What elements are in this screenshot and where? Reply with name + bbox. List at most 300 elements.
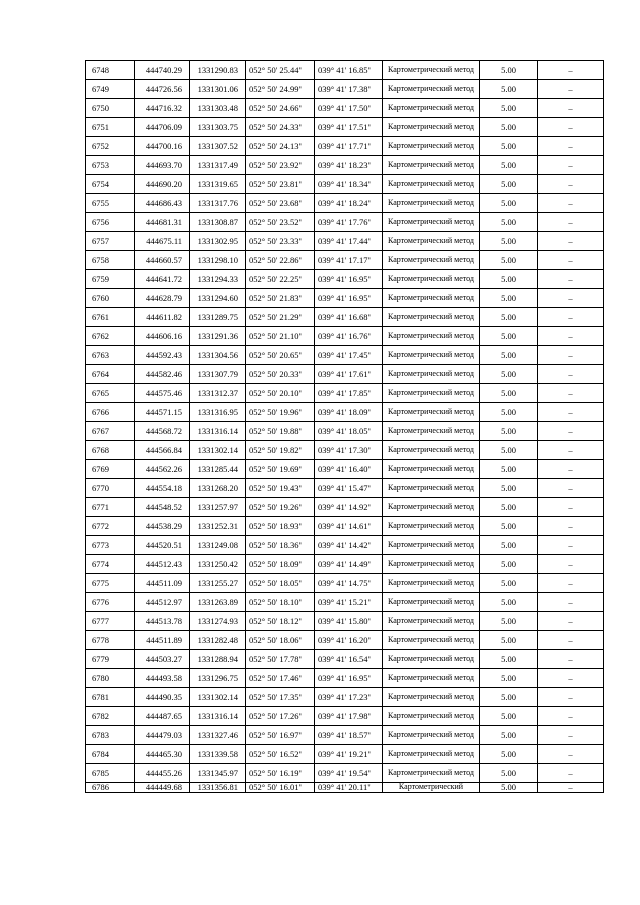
longitude-cell: 039° 41' 18.34" [315, 175, 383, 194]
note-cell: – [538, 270, 604, 289]
latitude-cell: 052° 50' 24.33" [246, 118, 315, 137]
latitude-cell: 052° 50' 18.36" [246, 536, 315, 555]
note-cell: – [538, 308, 604, 327]
accuracy-cell: 5.00 [480, 688, 538, 707]
point-number-cell: 6757 [86, 232, 135, 251]
coordinates-table [85, 60, 604, 793]
coord-x-cell: 444706.09 [135, 118, 190, 137]
coord-y-cell: 1331296.75 [190, 669, 246, 688]
method-cell: Картометрический метод [383, 346, 480, 365]
longitude-cell: 039° 41' 16.95" [315, 270, 383, 289]
coord-x-cell: 444660.57 [135, 251, 190, 270]
latitude-cell: 052° 50' 24.13" [246, 137, 315, 156]
table-row [86, 669, 604, 688]
longitude-cell: 039° 41' 19.21" [315, 745, 383, 764]
point-number-cell: 6764 [86, 365, 135, 384]
coord-x-cell: 444693.70 [135, 156, 190, 175]
note-cell: – [538, 479, 604, 498]
coord-x-cell: 444503.27 [135, 650, 190, 669]
method-cell: Картометрический метод [383, 479, 480, 498]
accuracy-cell: 5.00 [480, 745, 538, 764]
coord-x-cell: 444513.78 [135, 612, 190, 631]
coord-y-cell: 1331289.75 [190, 308, 246, 327]
coord-y-cell: 1331319.65 [190, 175, 246, 194]
point-number-cell: 6755 [86, 194, 135, 213]
method-cell: Картометрический метод [383, 384, 480, 403]
note-cell: – [538, 764, 604, 783]
latitude-cell: 052° 50' 18.09" [246, 555, 315, 574]
method-cell: Картометрический метод [383, 270, 480, 289]
coord-x-cell: 444740.29 [135, 61, 190, 80]
latitude-cell: 052° 50' 22.86" [246, 251, 315, 270]
note-cell: – [538, 80, 604, 99]
table-body [86, 61, 604, 793]
longitude-cell: 039° 41' 17.76" [315, 213, 383, 232]
method-cell: Картометрический метод [383, 99, 480, 118]
method-cell: Картометрический метод [383, 707, 480, 726]
coord-y-cell: 1331294.33 [190, 270, 246, 289]
longitude-cell: 039° 41' 14.61" [315, 517, 383, 536]
longitude-cell: 039° 41' 16.40" [315, 460, 383, 479]
accuracy-cell: 5.00 [480, 422, 538, 441]
table-row [86, 631, 604, 650]
latitude-cell: 052° 50' 21.83" [246, 289, 315, 308]
accuracy-cell: 5.00 [480, 669, 538, 688]
latitude-cell: 052° 50' 20.33" [246, 365, 315, 384]
table-row [86, 498, 604, 517]
table-row [86, 536, 604, 555]
coord-y-cell: 1331302.95 [190, 232, 246, 251]
accuracy-cell: 5.00 [480, 80, 538, 99]
longitude-cell: 039° 41' 17.51" [315, 118, 383, 137]
coord-x-cell: 444455.26 [135, 764, 190, 783]
coord-x-cell: 444512.97 [135, 593, 190, 612]
longitude-cell: 039° 41' 18.24" [315, 194, 383, 213]
method-cell: Картометрический метод [383, 498, 480, 517]
note-cell: – [538, 460, 604, 479]
longitude-cell: 039° 41' 15.80" [315, 612, 383, 631]
longitude-cell: 039° 41' 17.23" [315, 688, 383, 707]
method-cell: Картометрический метод [383, 118, 480, 137]
coord-x-cell: 444592.43 [135, 346, 190, 365]
latitude-cell: 052° 50' 23.92" [246, 156, 315, 175]
table-row [86, 707, 604, 726]
method-cell: Картометрический метод [383, 213, 480, 232]
coord-y-cell: 1331288.94 [190, 650, 246, 669]
coord-x-cell: 444641.72 [135, 270, 190, 289]
coord-x-cell: 444716.32 [135, 99, 190, 118]
longitude-cell: 039° 41' 17.38" [315, 80, 383, 99]
accuracy-cell: 5.00 [480, 289, 538, 308]
latitude-cell: 052° 50' 21.10" [246, 327, 315, 346]
method-cell: Картометрический метод [383, 61, 480, 80]
point-number-cell: 6778 [86, 631, 135, 650]
coord-y-cell: 1331345.97 [190, 764, 246, 783]
latitude-cell: 052° 50' 18.12" [246, 612, 315, 631]
table-row [86, 156, 604, 175]
point-number-cell: 6753 [86, 156, 135, 175]
latitude-cell: 052° 50' 23.68" [246, 194, 315, 213]
table-row [86, 118, 604, 137]
accuracy-cell: 5.00 [480, 346, 538, 365]
table-row [86, 137, 604, 156]
point-number-cell: 6758 [86, 251, 135, 270]
latitude-cell: 052° 50' 23.52" [246, 213, 315, 232]
accuracy-cell: 5.00 [480, 194, 538, 213]
table-row [86, 479, 604, 498]
latitude-cell: 052° 50' 19.43" [246, 479, 315, 498]
latitude-cell: 052° 50' 16.19" [246, 764, 315, 783]
method-cell: Картометрический метод [383, 137, 480, 156]
coord-x-cell: 444487.65 [135, 707, 190, 726]
method-cell: Картометрический метод [383, 289, 480, 308]
method-cell: Картометрический метод [383, 156, 480, 175]
longitude-cell: 039° 41' 15.47" [315, 479, 383, 498]
method-cell: Картометрический метод [383, 422, 480, 441]
point-number-cell: 6784 [86, 745, 135, 764]
table-row [86, 270, 604, 289]
coord-x-cell: 444511.09 [135, 574, 190, 593]
point-number-cell: 6756 [86, 213, 135, 232]
point-number-cell: 6748 [86, 61, 135, 80]
longitude-cell: 039° 41' 18.57" [315, 726, 383, 745]
coord-y-cell: 1331257.97 [190, 498, 246, 517]
note-cell: – [538, 175, 604, 194]
accuracy-cell: 5.00 [480, 384, 538, 403]
coord-y-cell: 1331285.44 [190, 460, 246, 479]
table-row [86, 726, 604, 745]
coord-y-cell: 1331304.56 [190, 346, 246, 365]
table-row [86, 650, 604, 669]
coord-x-cell: 444700.16 [135, 137, 190, 156]
accuracy-cell: 5.00 [480, 536, 538, 555]
method-cell: Картометрический метод [383, 745, 480, 764]
longitude-cell: 039° 41' 17.71" [315, 137, 383, 156]
table-row [86, 783, 604, 793]
table-row [86, 346, 604, 365]
point-number-cell: 6766 [86, 403, 135, 422]
longitude-cell: 039° 41' 18.05" [315, 422, 383, 441]
note-cell: – [538, 612, 604, 631]
accuracy-cell: 5.00 [480, 631, 538, 650]
longitude-cell: 039° 41' 16.76" [315, 327, 383, 346]
longitude-cell: 039° 41' 17.61" [315, 365, 383, 384]
point-number-cell: 6759 [86, 270, 135, 289]
coord-y-cell: 1331268.20 [190, 479, 246, 498]
note-cell: – [538, 441, 604, 460]
point-number-cell: 6777 [86, 612, 135, 631]
coord-x-cell: 444554.18 [135, 479, 190, 498]
note-cell: – [538, 707, 604, 726]
accuracy-cell: 5.00 [480, 593, 538, 612]
point-number-cell: 6752 [86, 137, 135, 156]
point-number-cell: 6781 [86, 688, 135, 707]
point-number-cell: 6750 [86, 99, 135, 118]
table-row [86, 384, 604, 403]
latitude-cell: 052° 50' 18.93" [246, 517, 315, 536]
note-cell: – [538, 688, 604, 707]
table-row [86, 460, 604, 479]
point-number-cell: 6780 [86, 669, 135, 688]
table-row [86, 612, 604, 631]
method-cell: Картометрический метод [383, 593, 480, 612]
table-row [86, 574, 604, 593]
accuracy-cell: 5.00 [480, 707, 538, 726]
coord-y-cell: 1331263.89 [190, 593, 246, 612]
table-row [86, 764, 604, 783]
point-number-cell: 6749 [86, 80, 135, 99]
method-cell: Картометрический метод [383, 460, 480, 479]
table-row [86, 327, 604, 346]
latitude-cell: 052° 50' 17.78" [246, 650, 315, 669]
method-cell: Картометрический метод [383, 669, 480, 688]
accuracy-cell: 5.00 [480, 156, 538, 175]
accuracy-cell: 5.00 [480, 61, 538, 80]
longitude-cell: 039° 41' 18.09" [315, 403, 383, 422]
method-cell: Картометрический метод [383, 308, 480, 327]
note-cell: – [538, 327, 604, 346]
method-cell: Картометрический метод [383, 441, 480, 460]
accuracy-cell: 5.00 [480, 327, 538, 346]
table-row [86, 422, 604, 441]
longitude-cell: 039° 41' 17.45" [315, 346, 383, 365]
latitude-cell: 052° 50' 16.97" [246, 726, 315, 745]
longitude-cell: 039° 41' 19.54" [315, 764, 383, 783]
note-cell: – [538, 555, 604, 574]
point-number-cell: 6776 [86, 593, 135, 612]
note-cell: – [538, 118, 604, 137]
latitude-cell: 052° 50' 18.06" [246, 631, 315, 650]
point-number-cell: 6760 [86, 289, 135, 308]
longitude-cell: 039° 41' 17.85" [315, 384, 383, 403]
coord-y-cell: 1331307.52 [190, 137, 246, 156]
note-cell: – [538, 574, 604, 593]
table-row [86, 365, 604, 384]
coord-x-cell: 444611.82 [135, 308, 190, 327]
latitude-cell: 052° 50' 17.46" [246, 669, 315, 688]
coord-y-cell: 1331294.60 [190, 289, 246, 308]
point-number-cell: 6783 [86, 726, 135, 745]
accuracy-cell: 5.00 [480, 612, 538, 631]
latitude-cell: 052° 50' 16.01" [246, 783, 315, 793]
coord-y-cell: 1331317.76 [190, 194, 246, 213]
coord-x-cell: 444520.51 [135, 536, 190, 555]
latitude-cell: 052° 50' 19.96" [246, 403, 315, 422]
accuracy-cell: 5.00 [480, 650, 538, 669]
longitude-cell: 039° 41' 20.11" [315, 783, 383, 793]
longitude-cell: 039° 41' 16.85" [315, 61, 383, 80]
longitude-cell: 039° 41' 17.17" [315, 251, 383, 270]
point-number-cell: 6763 [86, 346, 135, 365]
accuracy-cell: 5.00 [480, 479, 538, 498]
longitude-cell: 039° 41' 17.30" [315, 441, 383, 460]
note-cell: – [538, 536, 604, 555]
table-row [86, 99, 604, 118]
coord-y-cell: 1331282.48 [190, 631, 246, 650]
coord-x-cell: 444566.84 [135, 441, 190, 460]
method-cell: Картометрический метод [383, 688, 480, 707]
point-number-cell: 6771 [86, 498, 135, 517]
table-row [86, 194, 604, 213]
point-number-cell: 6774 [86, 555, 135, 574]
coord-x-cell: 444726.56 [135, 80, 190, 99]
method-cell: Картометрический метод [383, 631, 480, 650]
table-row [86, 80, 604, 99]
method-cell: Картометрический метод [383, 650, 480, 669]
coord-x-cell: 444571.15 [135, 403, 190, 422]
coord-x-cell: 444562.26 [135, 460, 190, 479]
latitude-cell: 052° 50' 25.44" [246, 61, 315, 80]
coord-y-cell: 1331302.14 [190, 688, 246, 707]
note-cell: – [538, 593, 604, 612]
note-cell: – [538, 156, 604, 175]
method-cell: Картометрический метод [383, 726, 480, 745]
coord-y-cell: 1331291.36 [190, 327, 246, 346]
coord-y-cell: 1331290.83 [190, 61, 246, 80]
coord-x-cell: 444582.46 [135, 365, 190, 384]
table-row [86, 555, 604, 574]
note-cell: – [538, 251, 604, 270]
latitude-cell: 052° 50' 18.10" [246, 593, 315, 612]
accuracy-cell: 5.00 [480, 403, 538, 422]
point-number-cell: 6768 [86, 441, 135, 460]
coord-y-cell: 1331303.75 [190, 118, 246, 137]
accuracy-cell: 5.00 [480, 175, 538, 194]
coord-x-cell: 444690.20 [135, 175, 190, 194]
longitude-cell: 039° 41' 14.49" [315, 555, 383, 574]
accuracy-cell: 5.00 [480, 308, 538, 327]
note-cell: – [538, 631, 604, 650]
accuracy-cell: 5.00 [480, 726, 538, 745]
table-row [86, 441, 604, 460]
table-row [86, 688, 604, 707]
table-row [86, 232, 604, 251]
accuracy-cell: 5.00 [480, 270, 538, 289]
method-cell: Картометрический метод [383, 517, 480, 536]
longitude-cell: 039° 41' 14.75" [315, 574, 383, 593]
latitude-cell: 052° 50' 20.10" [246, 384, 315, 403]
accuracy-cell: 5.00 [480, 555, 538, 574]
point-number-cell: 6765 [86, 384, 135, 403]
accuracy-cell: 5.00 [480, 783, 538, 793]
latitude-cell: 052° 50' 23.81" [246, 175, 315, 194]
point-number-cell: 6761 [86, 308, 135, 327]
point-number-cell: 6782 [86, 707, 135, 726]
accuracy-cell: 5.00 [480, 99, 538, 118]
table-row [86, 593, 604, 612]
longitude-cell: 039° 41' 18.23" [315, 156, 383, 175]
table-row [86, 289, 604, 308]
table-row [86, 308, 604, 327]
coord-x-cell: 444628.79 [135, 289, 190, 308]
latitude-cell: 052° 50' 19.82" [246, 441, 315, 460]
longitude-cell: 039° 41' 16.68" [315, 308, 383, 327]
coord-x-cell: 444575.46 [135, 384, 190, 403]
point-number-cell: 6775 [86, 574, 135, 593]
method-cell: Картометрический метод [383, 232, 480, 251]
accuracy-cell: 5.00 [480, 517, 538, 536]
method-cell: Картометрический метод [383, 574, 480, 593]
note-cell: – [538, 726, 604, 745]
accuracy-cell: 5.00 [480, 213, 538, 232]
point-number-cell: 6786 [86, 783, 135, 793]
accuracy-cell: 5.00 [480, 232, 538, 251]
point-number-cell: 6769 [86, 460, 135, 479]
note-cell: – [538, 783, 604, 793]
method-cell: Картометрический метод [383, 80, 480, 99]
method-cell: Картометрический метод [383, 194, 480, 213]
coord-y-cell: 1331316.14 [190, 422, 246, 441]
method-cell: Картометрический метод [383, 365, 480, 384]
latitude-cell: 052° 50' 17.35" [246, 688, 315, 707]
coord-x-cell: 444675.11 [135, 232, 190, 251]
method-cell: Картометрический метод [383, 251, 480, 270]
table-row [86, 745, 604, 764]
coord-x-cell: 444538.29 [135, 517, 190, 536]
point-number-cell: 6785 [86, 764, 135, 783]
table-row [86, 251, 604, 270]
coord-y-cell: 1331308.87 [190, 213, 246, 232]
coord-y-cell: 1331301.06 [190, 80, 246, 99]
coord-x-cell: 444479.03 [135, 726, 190, 745]
method-cell: Картометрический метод [383, 612, 480, 631]
table-row [86, 403, 604, 422]
coord-x-cell: 444686.43 [135, 194, 190, 213]
longitude-cell: 039° 41' 17.98" [315, 707, 383, 726]
longitude-cell: 039° 41' 15.21" [315, 593, 383, 612]
coord-x-cell: 444512.43 [135, 555, 190, 574]
point-number-cell: 6773 [86, 536, 135, 555]
note-cell: – [538, 498, 604, 517]
coord-y-cell: 1331316.95 [190, 403, 246, 422]
point-number-cell: 6770 [86, 479, 135, 498]
coord-y-cell: 1331250.42 [190, 555, 246, 574]
note-cell: – [538, 745, 604, 764]
coord-x-cell: 444568.72 [135, 422, 190, 441]
latitude-cell: 052° 50' 19.88" [246, 422, 315, 441]
coord-y-cell: 1331302.14 [190, 441, 246, 460]
coord-y-cell: 1331317.49 [190, 156, 246, 175]
coord-y-cell: 1331339.58 [190, 745, 246, 764]
method-cell: Картометрический метод [383, 555, 480, 574]
note-cell: – [538, 384, 604, 403]
accuracy-cell: 5.00 [480, 251, 538, 270]
coord-x-cell: 444548.52 [135, 498, 190, 517]
coord-y-cell: 1331303.48 [190, 99, 246, 118]
note-cell: – [538, 650, 604, 669]
coord-x-cell: 444465.30 [135, 745, 190, 764]
coord-y-cell: 1331298.10 [190, 251, 246, 270]
note-cell: – [538, 61, 604, 80]
note-cell: – [538, 403, 604, 422]
method-cell: Картометрический метод [383, 175, 480, 194]
coord-y-cell: 1331274.93 [190, 612, 246, 631]
method-cell: Картометрический метод [383, 764, 480, 783]
note-cell: – [538, 289, 604, 308]
note-cell: – [538, 669, 604, 688]
latitude-cell: 052° 50' 21.29" [246, 308, 315, 327]
longitude-cell: 039° 41' 14.92" [315, 498, 383, 517]
method-cell: Картометрический метод [383, 536, 480, 555]
note-cell: – [538, 213, 604, 232]
coord-x-cell: 444449.68 [135, 783, 190, 793]
latitude-cell: 052° 50' 17.26" [246, 707, 315, 726]
coord-y-cell: 1331252.31 [190, 517, 246, 536]
coord-y-cell: 1331255.27 [190, 574, 246, 593]
coord-x-cell: 444606.16 [135, 327, 190, 346]
table-row [86, 517, 604, 536]
accuracy-cell: 5.00 [480, 460, 538, 479]
